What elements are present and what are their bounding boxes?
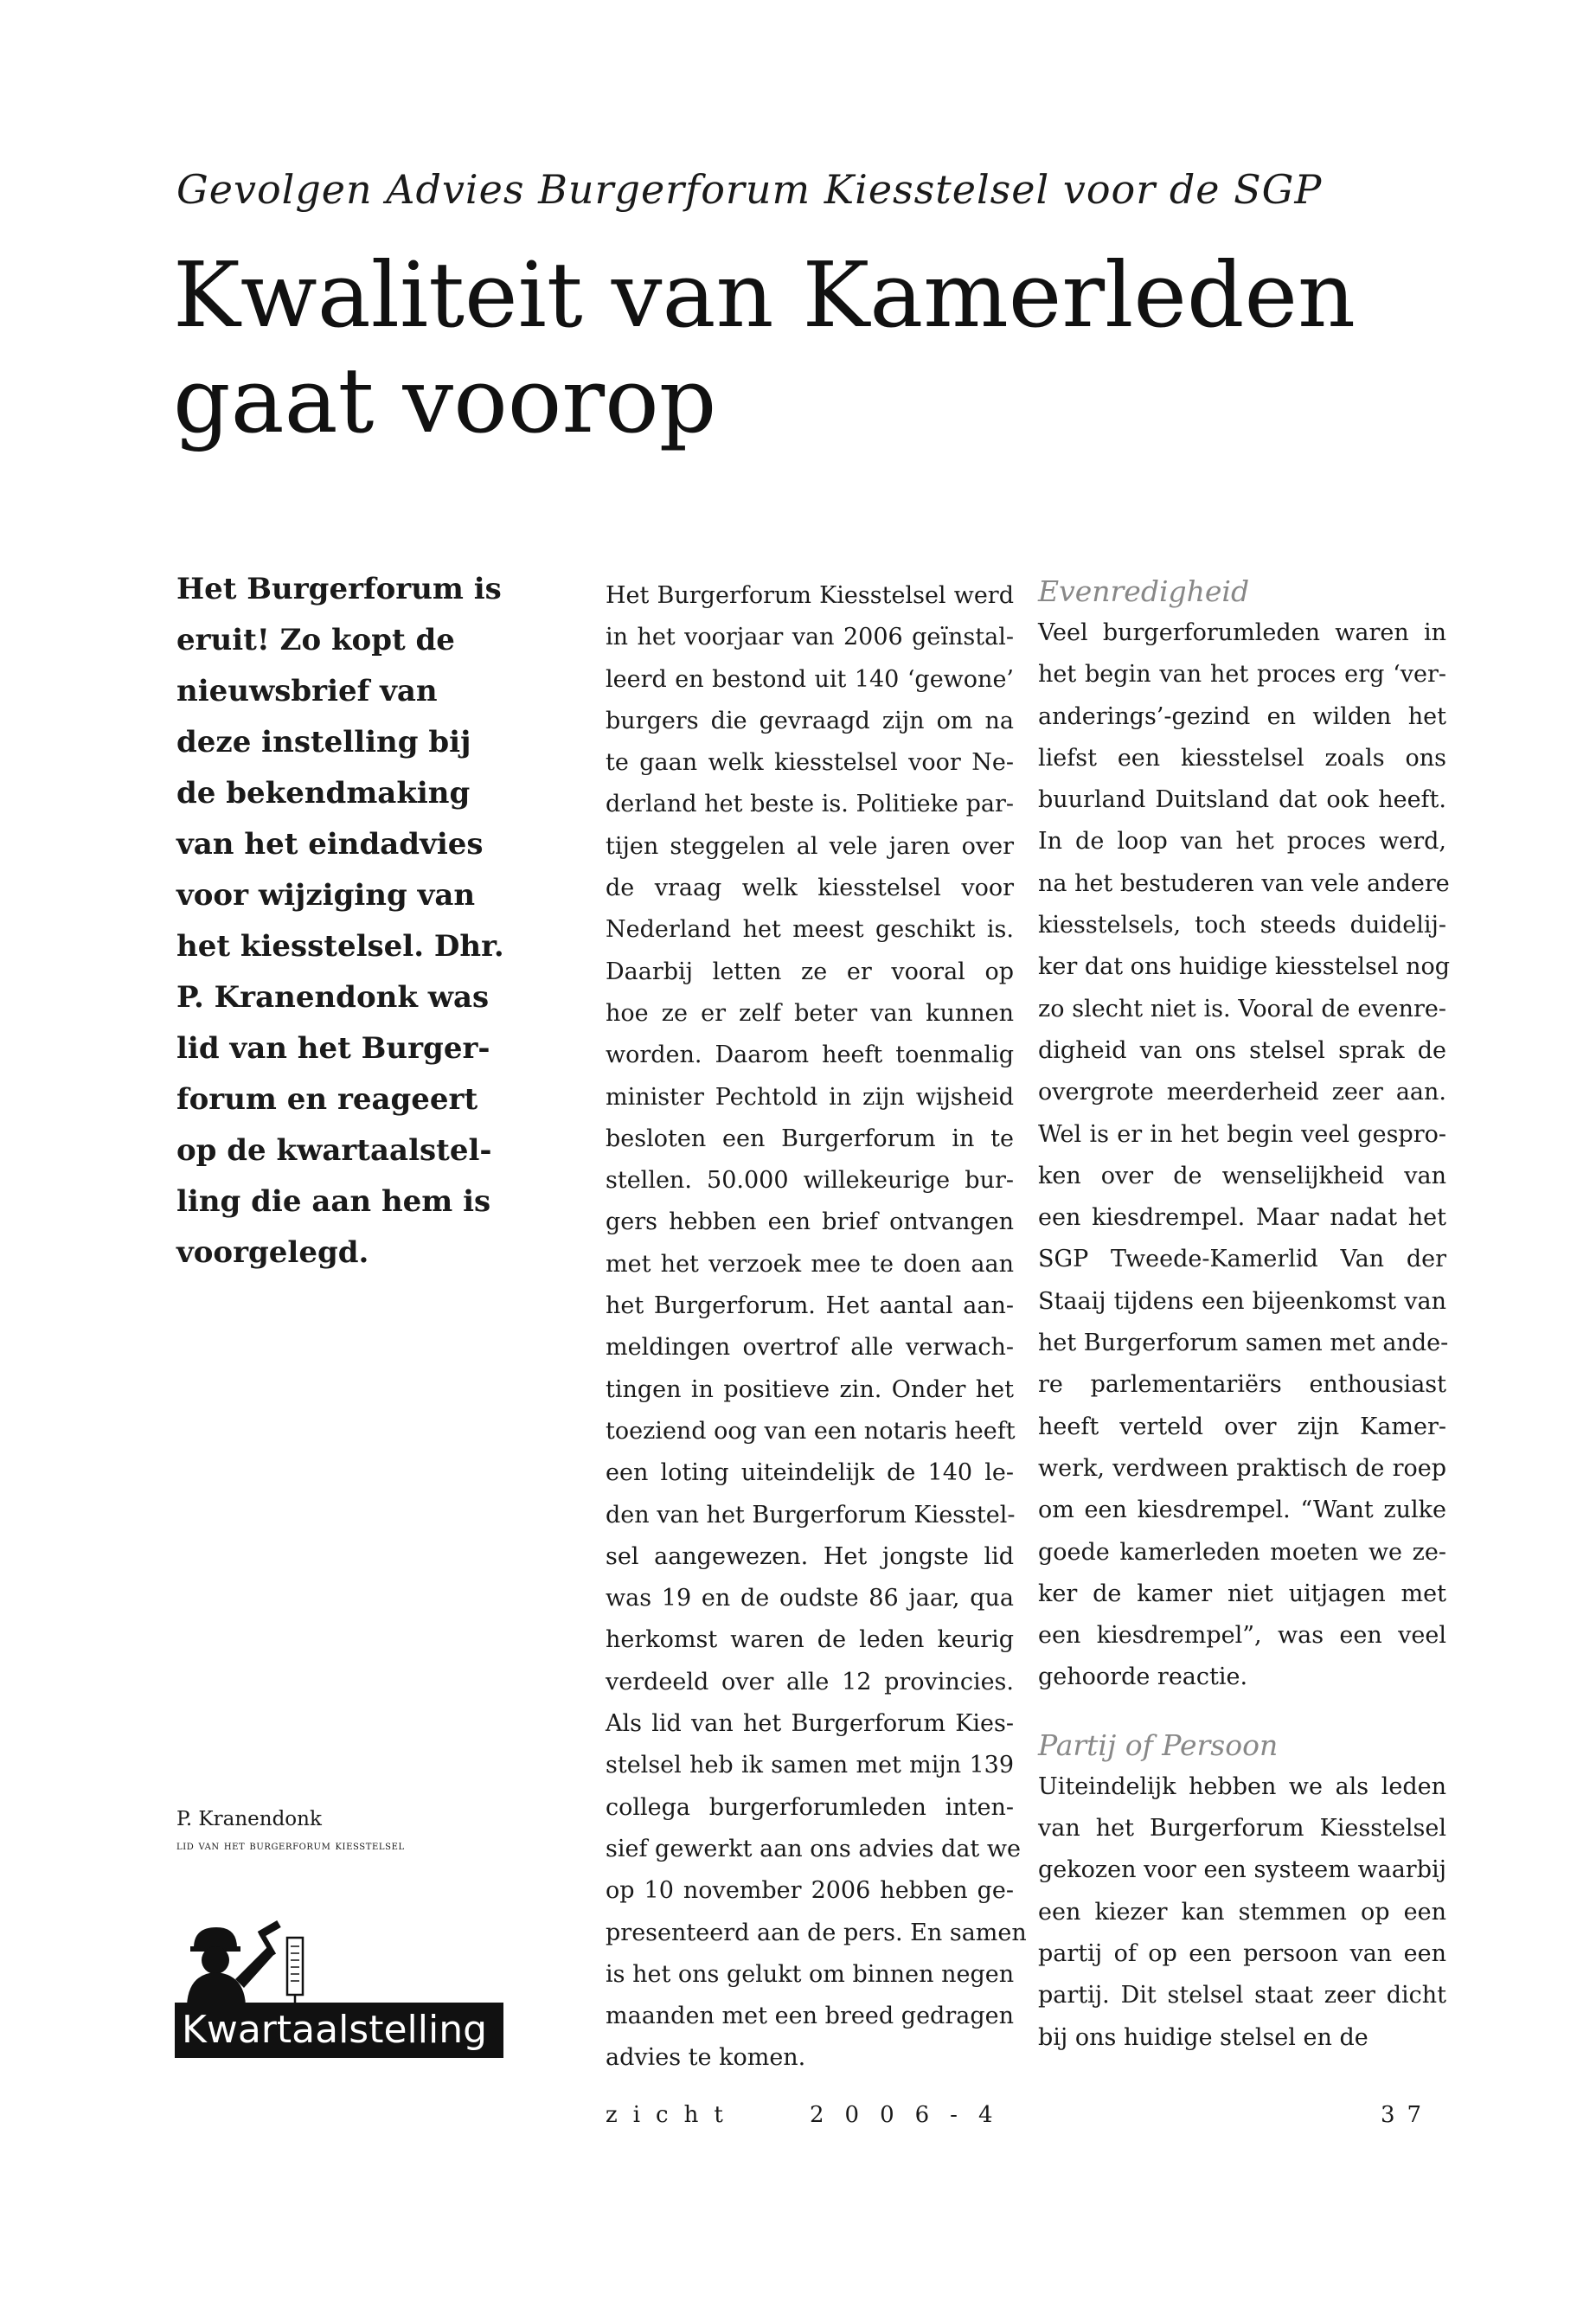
body-text-line: advies te komen.: [606, 2044, 806, 2072]
intro-line: voor wijziging van: [176, 878, 476, 913]
article-headline: [173, 242, 1471, 453]
headline-line-1: Kwaliteit van Kamerleden: [173, 242, 1356, 348]
body-text-line: tingen in positieve zin. Onder het: [606, 1375, 1014, 1403]
intro-line: nieuwsbrief van: [176, 674, 438, 708]
intro-line: deze instelling bij: [176, 725, 471, 760]
section-evenredigheid-body: [1038, 612, 1451, 1699]
body-column-right: [1038, 571, 1451, 2059]
intro-line: lid van het Burger-: [176, 1031, 490, 1066]
intro-line: voorgelegd.: [176, 1235, 369, 1270]
intro-line: ling die aan hem is: [176, 1184, 491, 1219]
body-text-line: om een kiesdrempel. “Want zulke: [1038, 1497, 1446, 1524]
kwartaalstelling-logo: [175, 1919, 503, 2061]
body-text-line: derland het beste is. Politieke par-: [606, 791, 1014, 818]
body-text-line: leerd en bestond uit 140 ‘gewone’: [606, 665, 1014, 693]
body-text-line: een kiezer kan stemmen op een: [1038, 1898, 1446, 1926]
intro-line: Het Burgerforum is: [176, 572, 502, 606]
body-text-line: maanden met een breed gedragen: [606, 2003, 1014, 2030]
intro-line: het kiesstelsel. Dhr.: [176, 929, 504, 964]
body-text-line: presenteerd aan de pers. En samen: [606, 1919, 1027, 1946]
article-kicker: Gevolgen Advies Burgerforum Kiesstelsel voor de SGP: [176, 166, 1323, 213]
body-text-line: tijen steggelen al vele jaren over: [606, 832, 1014, 860]
subheading-partij-of-persoon: Partij of Persoon: [1038, 1727, 1279, 1762]
body-text-line: Het Burgerforum Kiesstelsel werd: [606, 582, 1014, 609]
body-text-line: met het verzoek mee te doen aan: [606, 1250, 1014, 1278]
body-text-line: herkomst waren de leden keurig: [606, 1626, 1014, 1654]
body-text-line: Als lid van het Burgerforum Kies-: [606, 1710, 1014, 1738]
body-text-line: was 19 en de oudste 86 jaar, qua: [606, 1585, 1014, 1612]
body-text-line: van het Burgerforum Kiesstelsel: [1038, 1815, 1446, 1843]
kwartaalstelling-label: Kwartaalstelling: [175, 2003, 503, 2058]
intro-line: de bekendmaking: [176, 776, 471, 811]
body-text-line: de vraag welk kiesstelsel voor: [606, 875, 1014, 902]
body-text-line: gehoorde reactie.: [1038, 1663, 1248, 1691]
body-text-line: SGP Tweede-Kamerlid Van der: [1038, 1246, 1446, 1273]
footer-issue: 2006-4: [810, 2102, 1014, 2128]
body-text-line: gekozen voor een systeem waarbij: [1038, 1856, 1446, 1884]
body-text-line: Veel burgerforumleden waren in: [1038, 619, 1446, 646]
body-text-line: een kiesdrempel”, was een veel: [1038, 1622, 1446, 1650]
author-name: P. Kranendonk: [176, 1808, 322, 1830]
intro-line: op de kwartaalstel-: [176, 1133, 492, 1168]
body-text-line: het Burgerforum samen met ande-: [1038, 1330, 1449, 1357]
body-text-line: den van het Burgerforum Kiesstel-: [606, 1501, 1016, 1529]
body-text-line: sel aangewezen. Het jongste lid: [606, 1542, 1014, 1570]
body-text-line: Wel is er in het begin veel gespro-: [1038, 1120, 1446, 1148]
body-text-line: re parlementariërs enthousiast: [1038, 1371, 1446, 1399]
body-text-line: buurland Duitsland dat ook heeft.: [1038, 786, 1446, 814]
body-text-line: stelsel heb ik samen met mijn 139: [606, 1752, 1014, 1779]
body-text-line: een loting uiteindelijk de 140 le-: [606, 1459, 1014, 1487]
body-text-line: werk, verdween praktisch de roep: [1038, 1454, 1446, 1482]
section-partij-of-persoon-body: [1038, 1766, 1446, 2059]
worker-hammer-icon: [175, 1919, 348, 2005]
body-text-line: Nederland het meest geschikt is.: [606, 916, 1014, 944]
intro-line: forum en reageert: [176, 1082, 478, 1117]
body-text-line: collega burgerforumleden inten-: [606, 1793, 1014, 1821]
body-text-line: stellen. 50.000 willekeurige bur-: [606, 1167, 1014, 1195]
footer-magazine-name: zicht: [606, 2102, 739, 2128]
body-text-line: in het voorjaar van 2006 geïnstal-: [606, 624, 1014, 651]
body-text-line: partij of op een persoon van een: [1038, 1939, 1446, 1967]
body-text-line: meldingen overtrof alle verwach-: [606, 1334, 1014, 1362]
body-text-line: hoe ze er zelf beter van kunnen: [606, 999, 1014, 1027]
body-text-line: te gaan welk kiesstelsel voor Ne-: [606, 749, 1014, 777]
body-text-line: overgrote meerderheid zeer aan.: [1038, 1079, 1446, 1106]
author-role: lid van het burgerforum kiesstelsel: [176, 1839, 405, 1853]
body-text-line: Daarbij letten ze er vooral op: [606, 958, 1014, 985]
body-text-line: ker dat ons huidige kiesstelsel nog: [1038, 953, 1451, 981]
body-text-line: anderings’-gezind en wilden het: [1038, 702, 1446, 730]
body-text-line: minister Pechtold in zijn wijsheid: [606, 1083, 1014, 1111]
body-text-line: partij. Dit stelsel staat zeer dicht: [1038, 1982, 1446, 2009]
body-text-line: op 10 november 2006 hebben ge-: [606, 1877, 1014, 1905]
body-text-line: verdeeld over alle 12 provincies.: [606, 1668, 1014, 1695]
body-text-line: burgers die gevraagd zijn om na: [606, 707, 1014, 734]
body-text-line: na het bestuderen van vele andere: [1038, 869, 1450, 897]
subheading-evenredigheid: Evenredigheid: [1038, 574, 1250, 608]
body-text-line: toeziend oog van een notaris heeft: [606, 1417, 1016, 1445]
body-text-line: digheid van ons stelsel sprak de: [1038, 1036, 1446, 1064]
body-text-line: is het ons gelukt om binnen negen: [606, 1960, 1015, 1988]
headline-line-2: gaat voorop: [173, 348, 717, 453]
body-text-line: het begin van het proces erg ‘ver-: [1038, 661, 1446, 689]
body-text-line: goede kamerleden moeten we ze-: [1038, 1538, 1446, 1566]
body-text-line: kiesstelsels, toch steeds duidelij-: [1038, 912, 1446, 939]
body-text-line: liefst een kiesstelsel zoals ons: [1038, 744, 1446, 772]
body-text-line: zo slecht niet is. Vooral de evenre-: [1038, 995, 1446, 1022]
body-text-line: Uiteindelijk hebben we als leden: [1038, 1772, 1446, 1800]
body-text-line: het Burgerforum. Het aantal aan-: [606, 1292, 1014, 1320]
article-intro: [176, 564, 504, 1279]
body-text-line: ken over de wenselijkheid van: [1038, 1162, 1446, 1189]
intro-line: van het eindadvies: [176, 827, 484, 862]
body-text-line: een kiesdrempel. Maar nadat het: [1038, 1204, 1446, 1232]
body-text-line: worden. Daarom heeft toenmalig: [606, 1042, 1014, 1069]
body-text-line: In de loop van het proces werd,: [1038, 828, 1446, 856]
body-text-line: Staaij tijdens een bijeenkomst van: [1038, 1287, 1446, 1315]
body-text-line: ker de kamer niet uitjagen met: [1038, 1580, 1446, 1607]
body-text-line: sief gewerkt aan ons advies dat we: [606, 1835, 1021, 1862]
body-text-line: bij ons huidige stelsel en de: [1038, 2023, 1368, 2051]
body-column-middle: [606, 575, 1027, 2080]
body-text-line: heeft verteld over zijn Kamer-: [1038, 1413, 1446, 1440]
intro-line: P. Kranendonk was: [176, 980, 490, 1015]
footer-page-number: 37: [1381, 2102, 1434, 2128]
body-text-line: besloten een Burgerforum in te: [606, 1125, 1014, 1152]
body-text-line: gers hebben een brief ontvangen: [606, 1208, 1014, 1236]
intro-line: eruit! Zo kopt de: [176, 623, 455, 657]
